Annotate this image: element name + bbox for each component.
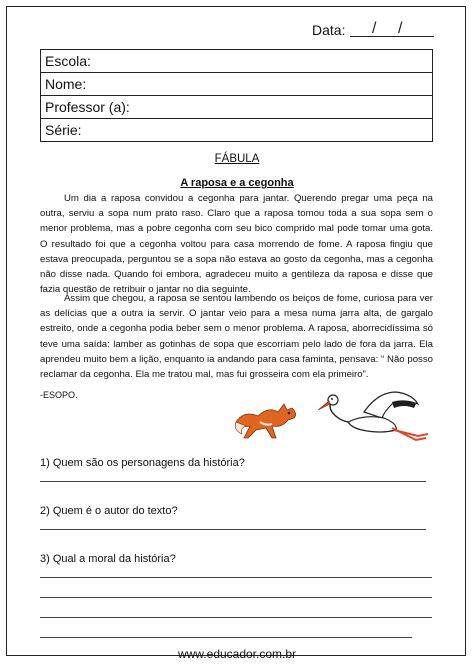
answer-line[interactable] — [40, 577, 432, 578]
answer-line[interactable] — [40, 529, 426, 530]
teacher-field[interactable]: Professor (a): — [41, 96, 433, 119]
school-field[interactable]: Escola: — [41, 50, 433, 73]
date-slash-2: / — [398, 20, 403, 37]
story-paragraph-1: Um dia a raposa convidou a cegonha para jantar. Querendo pregar uma peça na outra, serviu a sopa num prato raso. Claro que a raposa tomou toda a sua sopa sem o menor problema, mas a pobre cegonha com seu bico comprido mal pode tomar uma gota. O resultado foi que a cegonha voltou para casa morrendo de fome. A raposa fingiu que estava preocupada, perguntou se a sopa não estava ao gosto da cegonha, mas a cegonha não disse nada. Quando foi embora, agradeceu muito a gentileza da raposa e disse que fazia questão de retribuir o jantar no dia seguinte. — [40, 193, 433, 296]
question-3: 3) Qual a moral da história? — [40, 553, 176, 565]
question-2: 2) Quem é o autor do texto? — [40, 505, 178, 517]
student-info-table — [40, 49, 433, 142]
answer-line[interactable] — [40, 617, 432, 618]
question-1: 1) Quem são os personagens da história? — [40, 457, 245, 469]
date-label: Data: — [312, 22, 346, 38]
name-field[interactable]: Nome: — [41, 73, 433, 96]
answer-line[interactable] — [40, 597, 432, 598]
story-author: -ESOPO. — [40, 390, 78, 400]
footer-website: www.educador.com.br — [177, 647, 297, 661]
date-slash-1: / — [372, 20, 377, 37]
genre-heading: FÁBULA — [214, 153, 260, 165]
stork-illustration — [318, 386, 430, 444]
answer-line[interactable] — [40, 481, 426, 482]
story-paragraph-2: Assim que chegou, a raposa se sentou lambendo os beiços de fome, curiosa para ver as delícias que a outra ia servir. O jantar veio para a mesa numa jarra alta, de gargalo estreito, onde a cegonha podia beber sem o menor problema. A raposa, aborrecidíssima só teve uma saída: lamber as gotinhas de sopa que escorriam pelo lado de fora da jarra. Ela aprendeu muito bem a lição, enquanto ia andando para casa faminta, pensava: “ Não posso reclamar da cegonha. Ela me tratou mal, mas fui grosseira com ela primeiro”. — [40, 293, 433, 381]
fox-illustration — [232, 392, 304, 442]
date-fill-line[interactable] — [350, 36, 434, 37]
answer-line[interactable] — [40, 637, 412, 638]
story-title: A raposa e a cegonha — [180, 177, 294, 189]
grade-field[interactable]: Série: — [41, 119, 433, 142]
